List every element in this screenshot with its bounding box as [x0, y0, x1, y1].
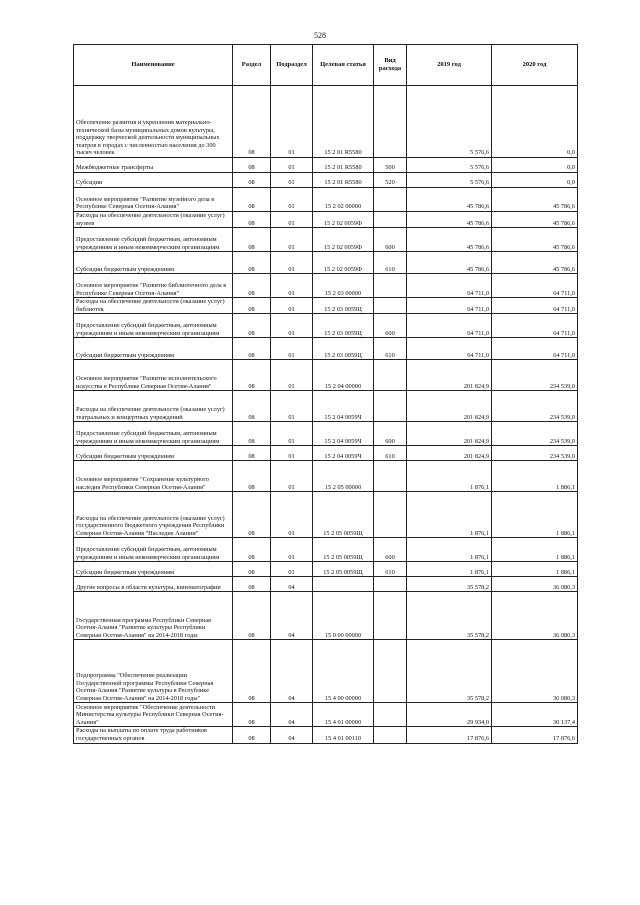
cell-section: 08 [233, 422, 271, 446]
cell-amount-2019: 35 578,2 [407, 592, 492, 640]
cell-name: Другие вопросы в области культуры, кинематографии [74, 577, 233, 592]
cell-article: 15 4 01 00110 [313, 727, 374, 743]
cell-amount-2020: 0,0 [492, 86, 578, 158]
cell-expense-type [374, 274, 407, 298]
cell-amount-2020: 234 539,0 [492, 360, 578, 391]
cell-amount-2020: 45 786,6 [492, 228, 578, 252]
cell-article: 15 2 01 R5580 [313, 158, 374, 173]
cell-name: Основное мероприятие "Обеспечение деятельности Министерства культуры Республики Северная Осетия-Алания" [74, 703, 233, 727]
table-row [74, 338, 578, 360]
table-row [74, 727, 578, 743]
cell-name: Субсидии [74, 173, 233, 188]
cell-expense-type [374, 188, 407, 212]
cell-section: 08 [233, 391, 271, 422]
cell-amount-2019: 45 786,6 [407, 228, 492, 252]
cell-expense-type [374, 727, 407, 743]
table-row [74, 422, 578, 446]
cell-amount-2019: 1 876,1 [407, 461, 492, 492]
cell-subsection: 01 [271, 338, 313, 360]
cell-amount-2019: 64 711,0 [407, 314, 492, 338]
cell-section: 08 [233, 274, 271, 298]
cell-section: 08 [233, 252, 271, 274]
cell-name: Предоставление субсидий бюджетным, автономным учреждениям и иным некоммерческим организациям [74, 314, 233, 338]
cell-amount-2019: 201 824,9 [407, 360, 492, 391]
cell-expense-type [374, 592, 407, 640]
cell-section: 08 [233, 338, 271, 360]
cell-subsection: 01 [271, 461, 313, 492]
cell-subsection: 01 [271, 173, 313, 188]
cell-article [313, 577, 374, 592]
cell-section: 08 [233, 562, 271, 577]
column-header-article: Целевая статья [313, 45, 374, 86]
cell-expense-type: 610 [374, 338, 407, 360]
cell-section: 08 [233, 640, 271, 703]
cell-amount-2020: 45 786,6 [492, 212, 578, 228]
cell-article: 15 2 03 0059Ц [313, 298, 374, 314]
cell-name: Государственная программа Республики Северная Осетия-Алания "Развитие культуры Республики Северная Осетия-Алания" на 2014-2018 годы [74, 592, 233, 640]
cell-name: Субсидии бюджетным учреждениям [74, 252, 233, 274]
cell-subsection: 01 [271, 422, 313, 446]
cell-amount-2020: 64 711,0 [492, 338, 578, 360]
cell-amount-2020: 64 711,0 [492, 314, 578, 338]
cell-name: Субсидии бюджетным учреждениям [74, 562, 233, 577]
cell-subsection: 01 [271, 252, 313, 274]
cell-name: Межбюджетные трансферты [74, 158, 233, 173]
table-header-row [74, 45, 578, 86]
cell-article: 15 2 02 0059Ф [313, 228, 374, 252]
table-body [74, 86, 578, 744]
cell-subsection: 01 [271, 86, 313, 158]
cell-amount-2019: 29 934,0 [407, 703, 492, 727]
cell-name: Основное мероприятие "Развитие музейного дела в Республике Северная Осетия-Алания" [74, 188, 233, 212]
cell-name: Предоставление субсидий бюджетным, автономным учреждениям и иным некоммерческим организациям [74, 538, 233, 562]
cell-amount-2020: 234 539,0 [492, 422, 578, 446]
cell-expense-type: 600 [374, 538, 407, 562]
cell-expense-type [374, 492, 407, 538]
cell-expense-type [374, 360, 407, 391]
cell-name: Предоставление субсидий бюджетным, автономным учреждениям и иным некоммерческим организациям [74, 228, 233, 252]
cell-amount-2019: 201 824,9 [407, 422, 492, 446]
cell-section: 08 [233, 727, 271, 743]
table-row [74, 492, 578, 538]
cell-name: Обеспечение развития и укрепления материально-технической базы муниципальных домов культуры, поддержку творческой деятельности муниципальных театров в городах с численностью населения до 300 тысяч человек [74, 86, 233, 158]
table-row [74, 577, 578, 592]
cell-article: 15 2 05 0059Щ [313, 492, 374, 538]
cell-amount-2020: 1 886,1 [492, 461, 578, 492]
cell-amount-2020: 36 080,3 [492, 592, 578, 640]
cell-section: 08 [233, 360, 271, 391]
cell-amount-2020: 45 786,6 [492, 252, 578, 274]
cell-amount-2019: 5 576,6 [407, 173, 492, 188]
cell-name: Субсидии бюджетным учреждениям [74, 446, 233, 461]
cell-expense-type: 600 [374, 422, 407, 446]
cell-expense-type [374, 461, 407, 492]
cell-name: Расходы на обеспечение деятельности (оказание услуг) музеев [74, 212, 233, 228]
table-row [74, 640, 578, 703]
cell-amount-2020: 234 539,0 [492, 391, 578, 422]
cell-amount-2020: 45 786,6 [492, 188, 578, 212]
cell-section: 08 [233, 577, 271, 592]
cell-amount-2019: 201 824,9 [407, 391, 492, 422]
cell-article: 15 2 03 00000 [313, 274, 374, 298]
cell-article: 15 2 05 0059Щ [313, 538, 374, 562]
table-row [74, 158, 578, 173]
cell-subsection: 01 [271, 188, 313, 212]
column-header-name: Наименование [74, 45, 233, 86]
table-row [74, 703, 578, 727]
table-row [74, 252, 578, 274]
cell-name: Основное мероприятие "Развитие библиотечного дела в Республике Северная Осетия-Алания" [74, 274, 233, 298]
cell-subsection: 01 [271, 212, 313, 228]
cell-amount-2020: 234 539,0 [492, 446, 578, 461]
cell-section: 08 [233, 703, 271, 727]
cell-amount-2019: 35 578,2 [407, 577, 492, 592]
cell-article: 15 2 02 0059Ф [313, 252, 374, 274]
column-header-section: Раздел [233, 45, 271, 86]
table-row [74, 274, 578, 298]
cell-name: Основное мероприятие "Сохранение культурного наследия Республики Северная Осетия-Алания" [74, 461, 233, 492]
cell-expense-type: 610 [374, 562, 407, 577]
cell-section: 08 [233, 212, 271, 228]
cell-section: 08 [233, 228, 271, 252]
cell-expense-type: 610 [374, 446, 407, 461]
cell-article: 15 0 00 00000 [313, 592, 374, 640]
cell-amount-2020: 36 080,3 [492, 577, 578, 592]
cell-amount-2019: 1 876,1 [407, 538, 492, 562]
cell-article: 15 2 04 00000 [313, 360, 374, 391]
page-number: 528 [314, 31, 326, 40]
cell-article: 15 2 01 R5580 [313, 173, 374, 188]
table-row [74, 562, 578, 577]
cell-amount-2020: 17 876,6 [492, 727, 578, 743]
cell-amount-2020: 0,0 [492, 158, 578, 173]
cell-name: Основное мероприятие "Развитие исполнительского искусства в Республике Северная Осетия-Алания" [74, 360, 233, 391]
cell-subsection: 01 [271, 538, 313, 562]
cell-expense-type [374, 298, 407, 314]
cell-expense-type [374, 391, 407, 422]
cell-amount-2019: 17 876,6 [407, 727, 492, 743]
column-header-expense-type: Вид расхода [374, 45, 407, 86]
cell-article: 15 2 02 0059Ф [313, 212, 374, 228]
cell-name: Субсидии бюджетным учреждениям [74, 338, 233, 360]
cell-amount-2020: 1 886,1 [492, 562, 578, 577]
table-row [74, 360, 578, 391]
cell-section: 08 [233, 298, 271, 314]
cell-amount-2019: 5 576,6 [407, 86, 492, 158]
cell-name: Подпрограмма "Обеспечение реализации Государственной программы Республики Северная Осетия-Алания "Развитие культуры в Республике Северная Осетия-Алания" на 2014-2018 годы" [74, 640, 233, 703]
cell-amount-2019: 1 876,1 [407, 492, 492, 538]
cell-amount-2019: 45 786,6 [407, 188, 492, 212]
cell-expense-type [374, 212, 407, 228]
cell-amount-2020: 1 886,1 [492, 492, 578, 538]
cell-article: 15 2 05 0059Щ [313, 562, 374, 577]
cell-subsection: 01 [271, 274, 313, 298]
cell-amount-2020: 64 711,0 [492, 274, 578, 298]
cell-section: 08 [233, 592, 271, 640]
column-header-2019: 2019 год [407, 45, 492, 86]
table-row [74, 86, 578, 158]
cell-section: 08 [233, 86, 271, 158]
budget-table [73, 44, 578, 744]
cell-section: 08 [233, 492, 271, 538]
cell-section: 08 [233, 446, 271, 461]
cell-article: 15 4 01 00000 [313, 703, 374, 727]
cell-subsection: 04 [271, 592, 313, 640]
table-row [74, 538, 578, 562]
cell-amount-2020: 30 137,4 [492, 703, 578, 727]
cell-section: 08 [233, 158, 271, 173]
cell-subsection: 04 [271, 703, 313, 727]
column-header-subsection: Подраздел [271, 45, 313, 86]
cell-section: 08 [233, 173, 271, 188]
cell-amount-2019: 45 786,6 [407, 212, 492, 228]
cell-subsection: 01 [271, 360, 313, 391]
cell-subsection: 04 [271, 640, 313, 703]
cell-expense-type [374, 577, 407, 592]
cell-amount-2020: 36 080,3 [492, 640, 578, 703]
table-row [74, 446, 578, 461]
cell-expense-type: 520 [374, 173, 407, 188]
cell-subsection: 01 [271, 298, 313, 314]
cell-article: 15 2 04 0059Ч [313, 422, 374, 446]
cell-article: 15 2 04 0059Ч [313, 391, 374, 422]
cell-amount-2019: 64 711,0 [407, 274, 492, 298]
cell-amount-2019: 64 711,0 [407, 338, 492, 360]
table-row [74, 173, 578, 188]
cell-amount-2020: 64 711,0 [492, 298, 578, 314]
cell-subsection: 01 [271, 492, 313, 538]
cell-expense-type: 610 [374, 252, 407, 274]
table-row [74, 592, 578, 640]
cell-article: 15 2 05 00000 [313, 461, 374, 492]
cell-amount-2019: 201 824,9 [407, 446, 492, 461]
cell-expense-type: 600 [374, 314, 407, 338]
cell-article: 15 2 04 0059Ч [313, 446, 374, 461]
cell-section: 08 [233, 314, 271, 338]
cell-subsection: 01 [271, 391, 313, 422]
cell-expense-type [374, 86, 407, 158]
cell-article: 15 4 00 00000 [313, 640, 374, 703]
cell-name: Расходы на обеспечение деятельности (оказание услуг) библиотек [74, 298, 233, 314]
cell-amount-2020: 1 886,1 [492, 538, 578, 562]
cell-subsection: 04 [271, 577, 313, 592]
table-row [74, 298, 578, 314]
cell-amount-2020: 0,0 [492, 173, 578, 188]
cell-article: 15 2 03 0059Ц [313, 338, 374, 360]
cell-article: 15 2 01 R5580 [313, 86, 374, 158]
cell-section: 08 [233, 461, 271, 492]
cell-amount-2019: 5 576,6 [407, 158, 492, 173]
table-row [74, 314, 578, 338]
cell-name: Расходы на обеспечение деятельности (оказание услуг) государственного бюджетного учреждения Республики Северная Осетия-Алания "Наследие Алании" [74, 492, 233, 538]
cell-subsection: 01 [271, 446, 313, 461]
cell-subsection: 04 [271, 727, 313, 743]
cell-expense-type: 500 [374, 158, 407, 173]
cell-section: 08 [233, 188, 271, 212]
cell-amount-2019: 35 578,2 [407, 640, 492, 703]
cell-amount-2019: 45 786,6 [407, 252, 492, 274]
cell-article: 15 2 02 00000 [313, 188, 374, 212]
cell-subsection: 01 [271, 562, 313, 577]
cell-subsection: 01 [271, 228, 313, 252]
cell-expense-type [374, 640, 407, 703]
cell-expense-type [374, 703, 407, 727]
cell-expense-type: 600 [374, 228, 407, 252]
table-row [74, 391, 578, 422]
table-row [74, 212, 578, 228]
table-row [74, 228, 578, 252]
cell-subsection: 01 [271, 158, 313, 173]
cell-name: Расходы на обеспечение деятельности (оказание услуг) театральных и концертных учреждений [74, 391, 233, 422]
cell-article: 15 2 03 0059Ц [313, 314, 374, 338]
cell-section: 08 [233, 538, 271, 562]
cell-subsection: 01 [271, 314, 313, 338]
table-row [74, 188, 578, 212]
cell-name: Расходы на выплаты по оплате труда работников государственных органов [74, 727, 233, 743]
cell-name: Предоставление субсидий бюджетным, автономным учреждениям и иным некоммерческим организациям [74, 422, 233, 446]
cell-amount-2019: 1 876,1 [407, 562, 492, 577]
column-header-2020: 2020 год [492, 45, 578, 86]
table-row [74, 461, 578, 492]
cell-amount-2019: 64 711,0 [407, 298, 492, 314]
